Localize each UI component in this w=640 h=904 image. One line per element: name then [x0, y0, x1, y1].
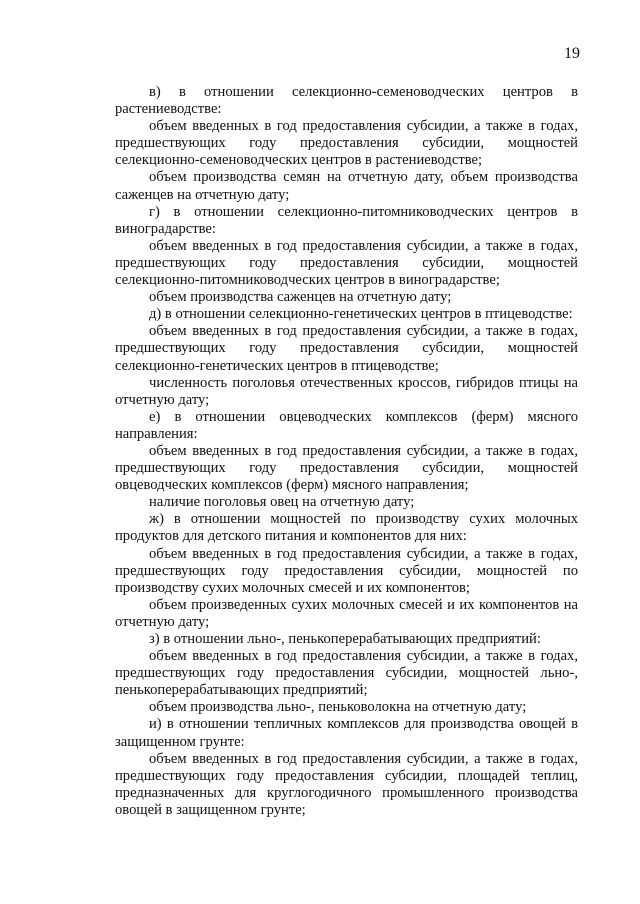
paragraph: объем производства семян на отчетную дату, объем производства саженцев на отчетную дату; — [115, 169, 578, 203]
paragraph-z-heading: з) в отношении льно-, пенькоперерабатывающих предприятий: — [149, 631, 541, 647]
paragraph-i-heading: и) в отношении тепличных комплексов для производства овощей в защищенном грунте: — [115, 716, 578, 750]
paragraph: объем введенных в год предоставления субсидии, а также в годах, предшествующих году предоставления субсидии, мощностей овцеводческих комплексов (ферм) мясного направления; — [115, 442, 578, 494]
paragraph-d-heading: д) в отношении селекционно-генетических центров в птицеводстве: — [149, 306, 573, 323]
paragraph: объем произведенных сухих молочных смесей и их компонентов на отчетную дату; — [115, 596, 578, 630]
paragraph: объем введенных в год предоставления субсидии, а также в годах, предшествующих году предоставления субсидии, мощностей по производству сухих молочных смесей и их компонентов; — [115, 545, 578, 596]
paragraph-e-heading: е) в отношении овцеводческих комплексов (ферм) мясного направления: — [115, 408, 578, 442]
document-body — [115, 84, 578, 819]
paragraph: численность поголовья отечественных кроссов, гибридов птицы на отчетную дату; — [115, 374, 578, 408]
paragraph-zh-heading: ж) в отношении мощностей по производству сухих молочных продуктов для детского питания и компонентов для них: — [115, 511, 578, 545]
paragraph: объем производства саженцев на отчетную дату; — [149, 289, 452, 306]
paragraph: объем введенных в год предоставления субсидии, а также в годах, предшествующих году предоставления субсидии, площадей теплиц, предназначенных для круглогодичного промышленного производства овощей в защищенном грунте; — [115, 750, 578, 818]
paragraph: объем введенных в год предоставления субсидии, а также в годах, предшествующих году предоставления субсидии, мощностей селекционно-семеноводческих центров в растениеводстве; — [115, 118, 578, 169]
paragraph: объем введенных в год предоставления субсидии, а также в годах, предшествующих году предоставления субсидии, мощностей селекционно-генетических центров в птицеводстве; — [115, 323, 578, 374]
page-number: 19 — [564, 45, 580, 62]
paragraph: наличие поголовья овец на отчетную дату; — [149, 494, 415, 511]
paragraph: объем введенных в год предоставления субсидии, а также в годах, предшествующих году предоставления субсидии, мощностей селекционно-питомниководческих центров в виноградарстве; — [115, 237, 578, 289]
paragraph: объем производства льно-, пеньковолокна на отчетную дату; — [149, 699, 527, 716]
paragraph-v-heading: в) в отношении селекционно-семеноводческих центров в растениеводстве: — [115, 84, 578, 118]
paragraph-g-heading: г) в отношении селекционно-питомниководческих центров в виноградарстве: — [115, 203, 578, 237]
paragraph: объем введенных в год предоставления субсидии, а также в годах, предшествующих году предоставления субсидии, мощностей льно-, пенькоперерабатывающих предприятий; — [115, 648, 578, 699]
